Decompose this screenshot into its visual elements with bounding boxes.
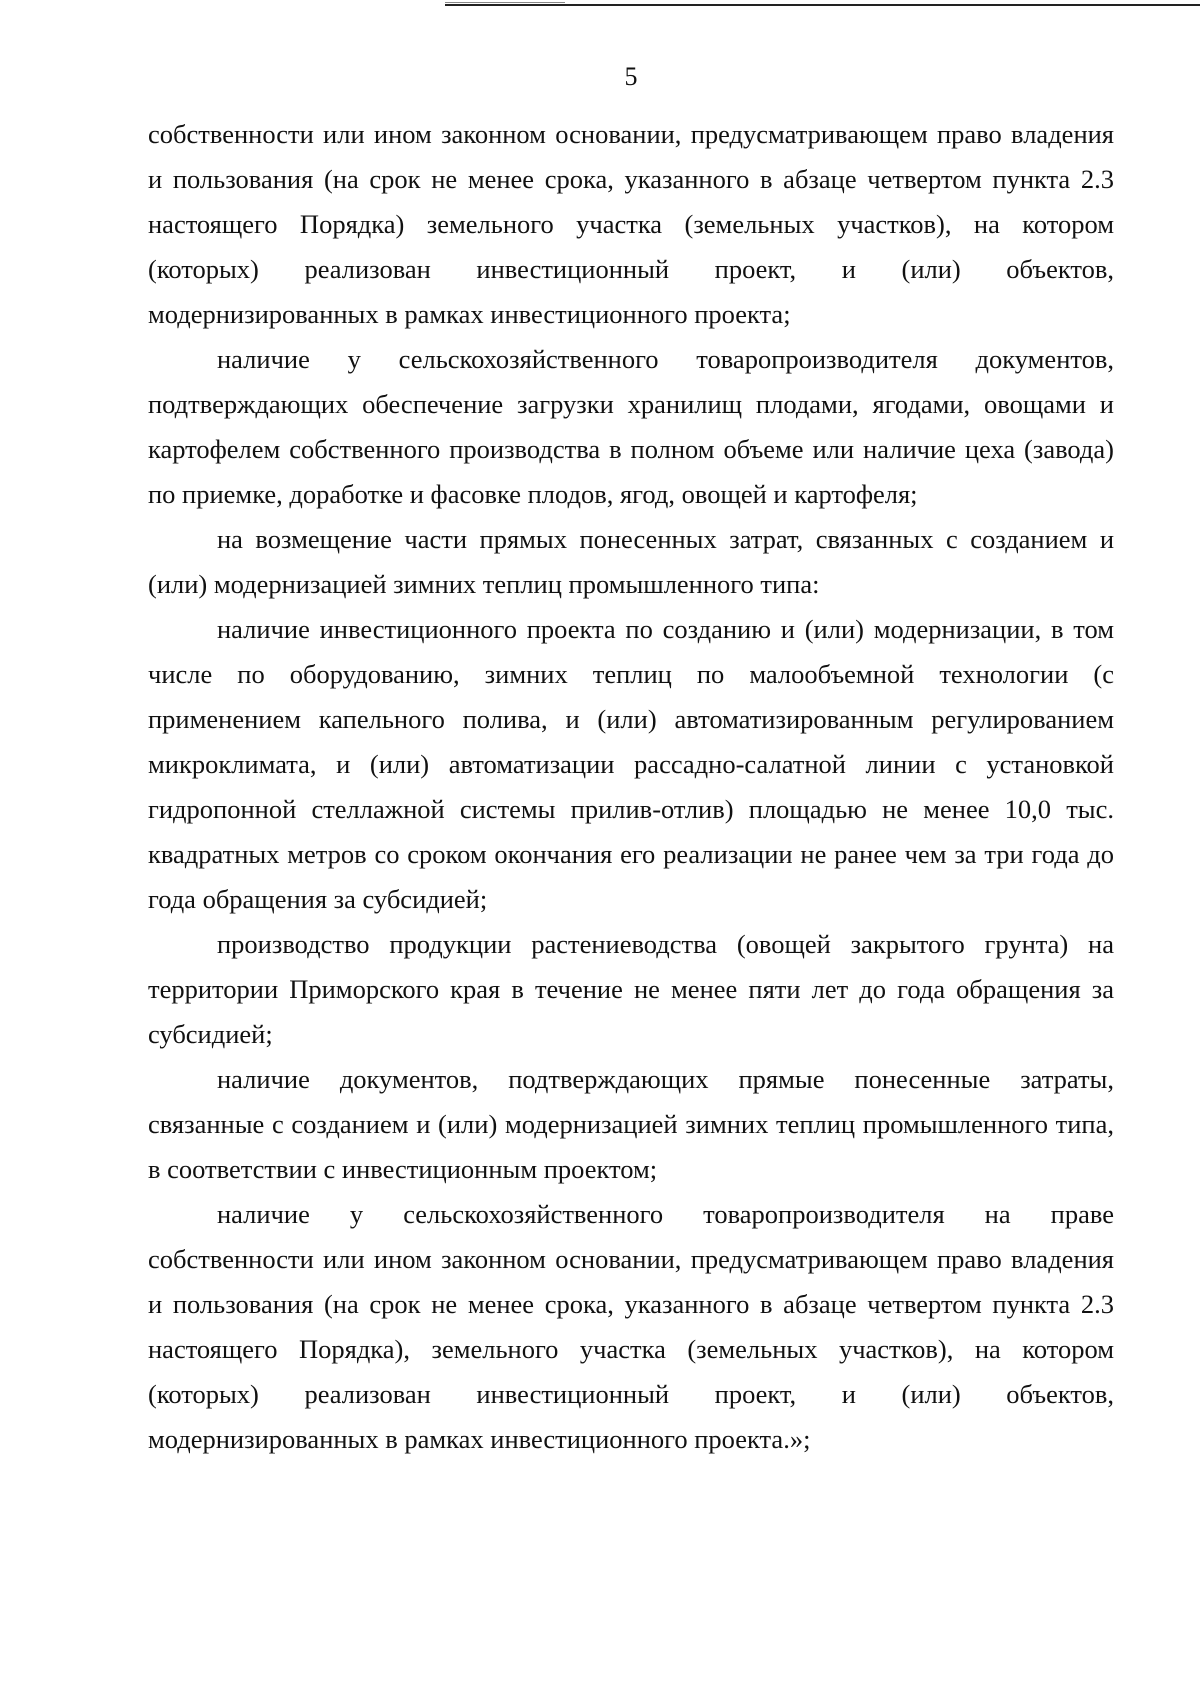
- paragraph-3: на возмещение части прямых понесенных затрат, связанных с созданием и (или) модернизацией зимних теплиц промышленного типа:: [148, 524, 1114, 599]
- page-number: 5: [624, 62, 638, 91]
- top-edge-line-thin: [445, 2, 565, 3]
- paragraph-2: наличие у сельскохозяйственного товаропроизводителя документов, подтверждающих обеспечение загрузки хранилищ плодами, ягодами, овощами и картофелем собственного производства в полном объеме или наличие цеха (завода) по приемке, доработке и фасовке плодов, ягод, овощей и картофеля;: [148, 344, 1114, 509]
- paragraph-4: наличие инвестиционного проекта по созданию и (или) модернизации, в том числе по оборудованию, зимних теплиц по малообъемной технологии (с применением капельного полива, и (или) автоматизированным регулированием микроклимата, и (или) автоматизации рассадно-салатной линии с установкой гидропонной стеллажной системы прилив-отлив) площадью не менее 10,0 тыс. квадратных метров со сроком окончания его реализации не ранее чем за три года до года обращения за субсидией;: [148, 614, 1114, 914]
- paragraph-5: производство продукции растениеводства (овощей закрытого грунта) на территории Приморского края в течение не менее пяти лет до года обращения за субсидией;: [148, 929, 1114, 1049]
- paragraph-7: наличие у сельскохозяйственного товаропроизводителя на праве собственности или ином законном основании, предусматривающем право владения и пользования (на срок не менее срока, указанного в абзаце четвертом пункта 2.3 настоящего Порядка), земельного участка (земельных участков), на котором (которых) реализован инвестиционный проект, и (или) объектов, модернизированных в рамках инвестиционного проекта.»;: [148, 1199, 1114, 1454]
- paragraph-1: собственности или ином законном основании, предусматривающем право владения и пользования (на срок не менее срока, указанного в абзаце четвертом пункта 2.3 настоящего Порядка) земельного участка (земельных участков), на котором (которых) реализован инвестиционный проект, и (или) объектов, модернизированных в рамках инвестиционного проекта;: [148, 119, 1114, 329]
- paragraph-6: наличие документов, подтверждающих прямые понесенные затраты, связанные с созданием и (или) модернизацией зимних теплиц промышленного типа, в соответствии с инвестиционным проектом;: [148, 1064, 1114, 1184]
- top-edge-line: [445, 4, 1200, 6]
- document-body: [148, 112, 1114, 1462]
